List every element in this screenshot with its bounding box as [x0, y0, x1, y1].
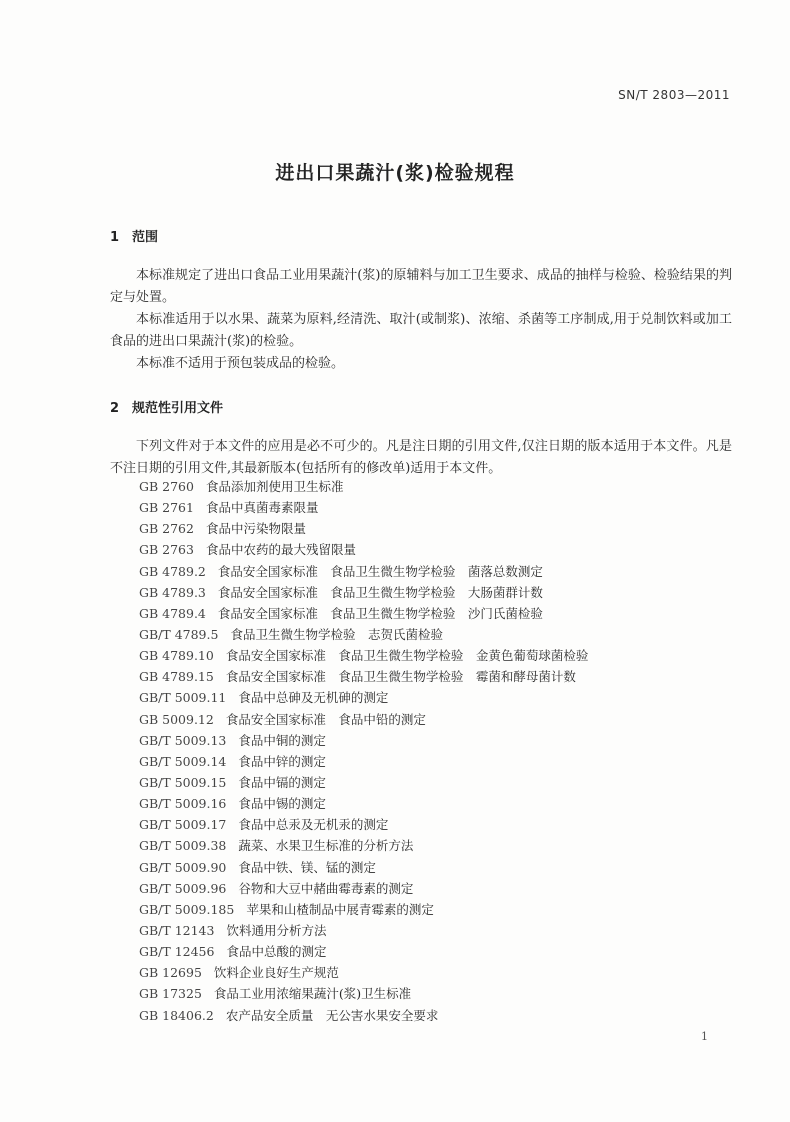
- reference-item: [139, 941, 739, 962]
- reference-title: 食品安全国家标准 食品卫生微生物学检验 霉菌和酵母菌计数: [225, 669, 576, 685]
- reference-item: [139, 793, 739, 814]
- reference-title: 食品安全国家标准 食品卫生微生物学检验 沙门氏菌检验: [217, 605, 543, 621]
- reference-code: GB 4789.10: [139, 648, 214, 664]
- reference-title: 食品安全国家标准 食品卫生微生物学检验 菌落总数测定: [217, 563, 543, 579]
- reference-code: GB/T 5009.17: [139, 817, 227, 833]
- standard-code: SN/T 2803—2011: [618, 88, 730, 102]
- reference-title: 食品中农药的最大残留限量: [205, 542, 356, 558]
- reference-title: 苹果和山楂制品中展青霉素的测定: [246, 901, 434, 917]
- reference-title: 食品中总酸的测定: [226, 944, 327, 960]
- references-intro: 下列文件对于本文件的应用是必不可少的。凡是注日期的引用文件,仅注日期的版本适用于本文件。凡是不注日期的引用文件,其最新版本(包括所有的修改单)适用于本文件。: [110, 439, 732, 476]
- reference-item: [139, 730, 739, 751]
- reference-title: 饮料企业良好生产规范: [213, 965, 339, 981]
- reference-title: 谷物和大豆中赭曲霉毒素的测定: [238, 880, 414, 896]
- reference-title: 食品中锌的测定: [238, 753, 326, 769]
- reference-code: GB/T 4789.5: [139, 626, 219, 642]
- reference-title: 食品中铁、镁、锰的测定: [238, 859, 376, 875]
- paragraph: 本标准规定了进出口食品工业用果蔬汁(浆)的原辅料与加工卫生要求、成品的抽样与检验、检验结果的判定与处置。: [110, 268, 732, 305]
- reference-item: [139, 814, 739, 835]
- reference-item: [139, 476, 739, 497]
- reference-code: GB/T 5009.16: [139, 796, 227, 812]
- reference-item: [139, 751, 739, 772]
- reference-title: 食品安全国家标准 食品卫生微生物学检验 大肠菌群计数: [217, 584, 543, 600]
- reference-code: GB/T 5009.15: [139, 774, 227, 790]
- section-number: 2: [110, 401, 120, 416]
- reference-code: GB 4789.15: [139, 669, 214, 685]
- reference-item: [139, 539, 739, 560]
- reference-item: [139, 1005, 739, 1026]
- reference-item: [139, 687, 739, 708]
- reference-item: [139, 497, 739, 518]
- reference-code: GB 2760: [139, 479, 194, 494]
- reference-item: [139, 920, 739, 941]
- reference-item: [139, 835, 739, 856]
- reference-code: GB 4789.3: [139, 584, 206, 600]
- reference-title: 食品中总砷及无机砷的测定: [238, 690, 389, 706]
- reference-code: GB 12695: [139, 965, 202, 981]
- page-number: 1: [701, 1030, 708, 1043]
- reference-code: GB/T 5009.14: [139, 753, 227, 769]
- reference-code: GB/T 5009.96: [139, 880, 227, 896]
- section-title: 范围: [132, 230, 159, 245]
- reference-title: 饮料通用分析方法: [226, 922, 327, 938]
- reference-title: 食品卫生微生物学检验 志贺氏菌检验: [230, 626, 443, 642]
- reference-code: GB 18406.2: [139, 1007, 214, 1023]
- references-list: [139, 476, 739, 1026]
- reference-title: 食品安全国家标准 食品中铅的测定: [225, 711, 426, 727]
- reference-item: [139, 561, 739, 582]
- paragraph: 本标准适用于以水果、蔬菜为原料,经清洗、取汁(或制浆)、浓缩、杀菌等工序制成,用于兑制饮料或加工食品的进出口果蔬汁(浆)的检验。: [110, 312, 732, 349]
- reference-title: 蔬菜、水果卫生标准的分析方法: [238, 838, 414, 854]
- reference-code: GB/T 5009.90: [139, 859, 227, 875]
- reference-code: GB 17325: [139, 986, 202, 1002]
- reference-item: [139, 878, 739, 899]
- reference-item: [139, 666, 739, 687]
- reference-code: GB/T 5009.185: [139, 901, 235, 917]
- reference-code: GB 2761: [139, 500, 194, 516]
- reference-code: GB/T 5009.11: [139, 690, 227, 706]
- reference-title: 食品添加剂使用卫生标准: [205, 479, 344, 494]
- paragraph: 本标准不适用于预包装成品的检验。: [136, 356, 345, 371]
- reference-code: GB 4789.2: [139, 563, 206, 579]
- section-title: 规范性引用文件: [132, 401, 224, 416]
- reference-code: GB/T 5009.13: [139, 732, 227, 748]
- section-number: 1: [110, 230, 120, 245]
- reference-code: GB/T 12456: [139, 944, 215, 960]
- reference-code: GB/T 5009.38: [139, 838, 227, 854]
- reference-item: [139, 962, 739, 983]
- reference-item: [139, 857, 739, 878]
- section-heading-references: [110, 397, 223, 416]
- reference-title: 农产品安全质量 无公害水果安全要求: [225, 1007, 439, 1023]
- reference-item: [139, 518, 739, 539]
- reference-item: [139, 772, 739, 793]
- reference-item: [139, 709, 739, 730]
- reference-title: 食品中真菌毒素限量: [205, 500, 319, 516]
- section-heading-scope: [110, 226, 158, 245]
- reference-code: GB/T 12143: [139, 922, 215, 938]
- reference-item: [139, 983, 739, 1004]
- reference-title: 食品中锡的测定: [238, 796, 326, 812]
- reference-item: [139, 899, 739, 920]
- reference-code: GB 2763: [139, 542, 194, 558]
- reference-item: [139, 645, 739, 666]
- reference-item: [139, 582, 739, 603]
- reference-title: 食品中镉的测定: [238, 774, 326, 790]
- reference-title: 食品中铜的测定: [238, 732, 326, 748]
- reference-title: 食品安全国家标准 食品卫生微生物学检验 金黄色葡萄球菌检验: [225, 648, 589, 664]
- reference-title: 食品工业用浓缩果蔬汁(浆)卫生标准: [213, 986, 412, 1002]
- reference-title: 食品中总汞及无机汞的测定: [238, 817, 389, 833]
- document-title: 进出口果蔬汁(浆)检验规程: [275, 162, 515, 184]
- reference-code: GB 5009.12: [139, 711, 214, 727]
- reference-item: [139, 603, 739, 624]
- reference-title: 食品中污染物限量: [205, 521, 306, 537]
- reference-item: [139, 624, 739, 645]
- reference-code: GB 2762: [139, 521, 194, 537]
- reference-code: GB 4789.4: [139, 605, 206, 621]
